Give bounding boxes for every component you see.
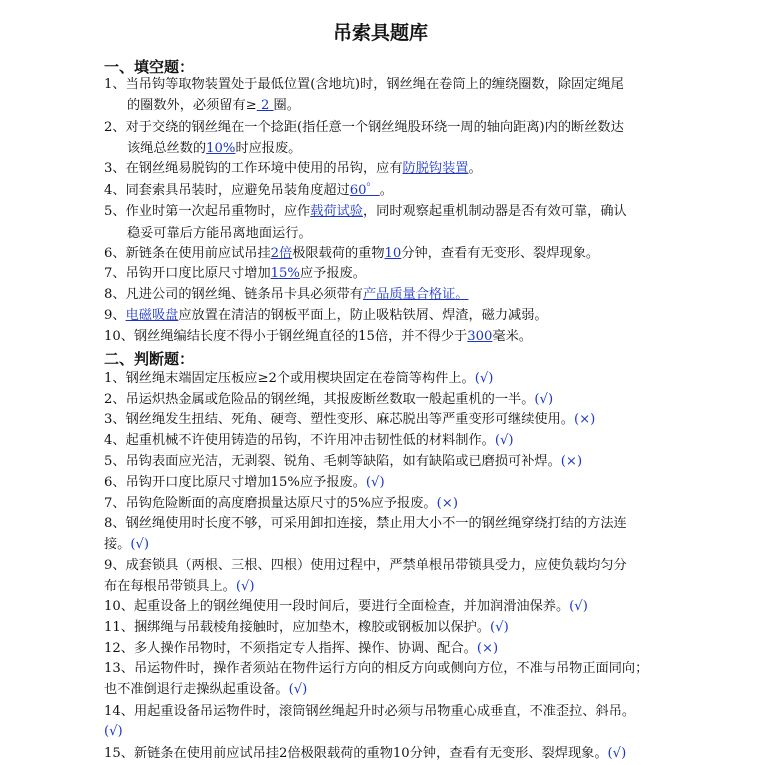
section-heading: 二、判断题： [104,350,195,368]
answer-mark: (×) [560,454,583,469]
question-text: 3、钢丝绳发生扭结、死角、硬弯、塑性变形、麻芯脱出等严重变形可继续使用。 [104,412,574,427]
judge-question-line [104,619,509,637]
answer-blank: 2倍 [270,246,293,261]
answer-blank: 防脱钩装置 [402,161,469,176]
answer-blank: 10% [206,141,236,156]
question-text: 分钟，查看有无变形、裂焊现象。 [401,246,600,261]
question-text: 5、作业时第一次起吊重物时，应作 [104,204,311,219]
question-text: 4、起重机械不许使用铸造的吊钩，不许用冲击韧性低的材料制作。 [104,433,495,448]
question-text: 布在每根吊带锁具上。 [104,579,236,594]
judge-question-line [104,370,493,388]
answer-mark: (√) [235,579,255,594]
judge-question-line [104,598,588,616]
page-title: 吊索具题库 [332,22,428,44]
fill-question-line [104,203,627,221]
question-text: 12、多人操作吊物时，不须指定专人指挥、操作、协调、配合。 [104,641,477,656]
question-text: 的圈数外，必须留有≥ [127,98,257,113]
fill-question-line [104,307,548,325]
fill-question-line [127,97,300,115]
answer-mark: (√) [569,599,588,614]
answer-mark: (√) [104,724,123,739]
fill-question-line [104,160,482,178]
question-text: 该绳总丝数的 [127,141,207,156]
judge-question-line [104,536,149,554]
fill-question-line [104,182,393,200]
question-text: 应予报废。 [299,266,366,281]
question-text: 1、当吊钩等取物装置处于最低位置(含地坑)时，钢丝绳在卷筒上的缠绕圈数，除固定绳尾 [104,77,624,92]
question-text: 6、吊钩开口度比原尺寸增加15%应予报废。 [104,475,366,490]
fill-question-line [104,265,366,283]
answer-blank: 15% [270,266,300,281]
answer-blank: 300 [467,329,493,344]
answer-mark: (×) [476,641,499,656]
answer-blank: 电磁吸盘 [125,308,179,323]
judge-question-line [104,515,627,533]
question-text: 5、吊钩表面应光洁，无剥裂、锐角、毛刺等缺陷，如有缺陷或已磨损可补焊。 [104,454,561,469]
fill-question-line [104,328,532,346]
question-text: 圈。 [273,98,300,113]
judge-question-line [104,660,648,678]
judge-question-line [104,411,595,429]
question-text: 14、用起重设备吊运物件时，滚筒钢丝绳起升时必须与吊物重心成垂直，不准歪拉、斜吊。 [104,704,636,719]
question-text: 3、在钢丝绳易脱钩的工作环境中使用的吊钩，应有 [104,161,403,176]
question-text: 2、吊运炽热金属或危险品的钢丝绳，其报废断丝数取一般起重机的一半。 [104,392,535,407]
question-text: 毫米。 [492,329,532,344]
fill-question-line [104,119,624,137]
answer-blank: 2 [256,98,274,113]
fill-question-line [104,76,624,94]
answer-mark: (√) [534,392,554,407]
question-text: 7、吊钩危险断面的高度磨损量达原尺寸的5%应予报废。 [104,496,437,511]
judge-question-line [104,640,498,658]
answer-blank: 产品质量合格证。 [362,287,469,302]
question-text: 稳妥可靠后方能吊离地面运行。 [127,226,312,241]
fill-question-line [104,286,468,304]
question-text: 2、对于交绕的钢丝绳在一个捻距(指任意一个钢丝绳股环绕一周的轴向距离)内的断丝数达 [104,120,624,135]
section-heading: 一、填空题： [104,58,195,76]
question-text: 。 [379,183,393,198]
judge-question-line [104,703,635,721]
judge-question-line [104,432,514,450]
question-text: 极限载荷的重物 [292,246,385,261]
question-text: 7、吊钩开口度比原尺寸增加 [104,266,271,281]
question-text: 8、钢丝绳使用时长度不够，可采用卸扣连接，禁止用大小不一的钢丝绳穿绕打结的方法连 [104,516,627,531]
question-text: 10、起重设备上的钢丝绳使用一段时间后，要进行全面检查，并加润滑油保养。 [104,599,570,614]
judge-question-line [104,474,385,492]
question-text: 1、钢丝绳末端固定压板应≥2个或用楔块固定在卷筒等构件上。 [104,371,475,386]
question-text: 接。 [104,537,131,552]
answer-mark: (√) [494,433,514,448]
answer-mark: (×) [573,412,596,427]
judge-question-line [104,723,123,741]
answer-mark: (√) [490,620,509,635]
judge-question-line [104,453,582,471]
fill-question-line [127,225,312,243]
fill-question-line [104,245,599,263]
answer-mark: (×) [436,496,458,511]
answer-mark: (√) [607,746,627,761]
question-text: 13、吊运物件时，操作者须站在物件运行方向的相反方向或侧向方位，不准与吊物正面同向； [104,661,649,676]
question-text: 6、新链条在使用前应试吊挂 [104,246,271,261]
question-text: 9、 [104,308,126,323]
judge-question-line [104,745,626,763]
judge-question-line [104,495,458,513]
question-text: 也不准倒退行走操纵起重设备。 [104,682,289,697]
question-text: 15、新链条在使用前应试吊挂2倍极限载荷的重物10分钟，查看有无变形、裂焊现象。 [104,746,608,761]
question-text: 11、捆绑绳与吊载棱角接触时，应加垫木，橡胶或钢板加以保护。 [104,620,491,635]
answer-blank: 60゜ [349,183,380,198]
question-text: 应放置在清洁的钢板平面上，防止吸粘铁屑、焊渣，磁力减弱。 [178,308,548,323]
question-text: 8、凡进公司的钢丝绳、链条吊卡具必须带有 [104,287,363,302]
answer-mark: (√) [288,682,308,697]
judge-question-line [104,681,307,699]
answer-blank: 10 [384,246,402,261]
question-text: 4、同套索具吊装时，应避免吊装角度超过 [104,183,350,198]
question-text: 9、成套锁具（两根、三根、四根）使用过程中，严禁单根吊带锁具受力，应使负载均匀分 [104,558,627,573]
question-text: 10、钢丝绳编结长度不得小于钢丝绳直径的15倍，并不得少于 [104,329,468,344]
question-text: 时应报废。 [235,141,302,156]
judge-question-line [104,391,553,409]
question-text: 。 [468,161,482,176]
judge-question-line [104,557,627,575]
answer-mark: (√) [365,475,385,490]
answer-mark: (√) [474,371,494,386]
fill-question-line [127,140,301,158]
answer-mark: (√) [130,537,150,552]
answer-blank: 载荷试验 [310,204,363,219]
judge-question-line [104,578,255,596]
question-text: ，同时观察起重机制动器是否有效可靠，确认 [362,204,627,219]
